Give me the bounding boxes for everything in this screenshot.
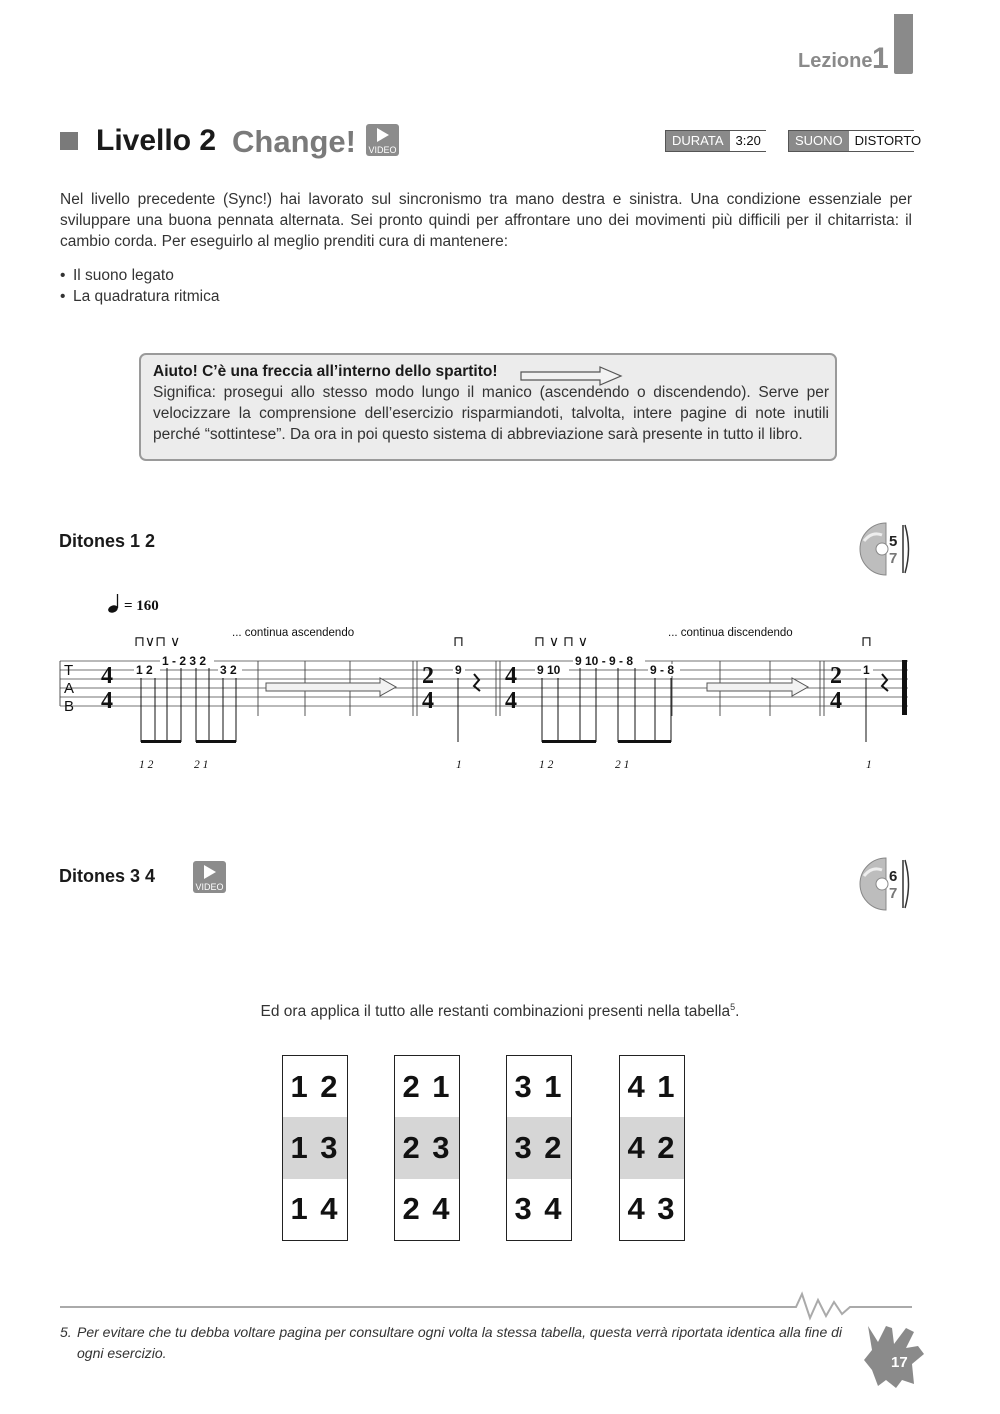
fingering: 2 1 xyxy=(194,759,209,771)
tab-notes: 1 2 xyxy=(136,663,153,677)
time-signature-denominator: 4 xyxy=(505,688,517,714)
tab-note: 9 xyxy=(455,663,462,677)
cd-track-icon xyxy=(856,521,912,577)
help-text: Significa: prosegui allo stesso modo lungo il manico (ascendendo o discendendo). Serve per velocizzare la comprensione dell’esercizio risparmiandoti, talvolta, intere pagine di note inutili perché “sottintese”. Da ora in poi questo sistema di abbreviazione sarà presente in tutto il libro. xyxy=(153,384,829,443)
fingering: 1 2 xyxy=(539,759,554,771)
combination-column xyxy=(506,1055,572,1241)
right-arrow-icon xyxy=(266,678,396,696)
list-item: • La quadratura ritmica xyxy=(60,288,220,305)
tab-notes: 3 2 xyxy=(220,663,237,677)
bullet-list xyxy=(60,265,219,307)
combination-cell: 3 4 xyxy=(514,1191,564,1227)
fingering: 1 xyxy=(456,759,462,771)
tab-notes: 9 10 - 9 - 8 xyxy=(575,654,634,668)
footnote-ref: 5 xyxy=(730,1002,736,1012)
continue-ascending-text: ... continua ascendendo xyxy=(232,627,355,639)
combination-cell: 3 2 xyxy=(507,1117,571,1178)
continue-descending-text: ... continua discendendo xyxy=(668,627,793,639)
title-bullet-square xyxy=(60,132,78,150)
tab-clef-t: T xyxy=(64,662,74,679)
video-play-icon[interactable] xyxy=(366,124,399,156)
combination-cell: 1 2 xyxy=(290,1068,340,1104)
track-number-top: 5 xyxy=(889,533,898,550)
track-number-top: 6 xyxy=(889,868,898,885)
intro-paragraph: Nel livello precedente (Sync!) hai lavorato sul sincronismo tra mano destra e sinistra. Una condizione essenziale per sviluppare una buona pennata alternata. Sei pronto quindi per affrontare uno dei movimenti più difficili per il chitarrista: il cambio corda. Per eseguirlo al meglio prenditi cura di mantenere: xyxy=(60,191,912,250)
sound-value: DISTORTO xyxy=(849,131,927,151)
section-title-ditones-12: Ditones 1 2 xyxy=(59,531,156,551)
video-play-icon[interactable] xyxy=(193,861,226,893)
downstroke-mark: ⊓ xyxy=(453,633,464,649)
combination-cell: 2 4 xyxy=(402,1191,452,1227)
duration-badge xyxy=(665,130,766,152)
combination-cell: 1 3 xyxy=(283,1117,347,1178)
pick-strokes: ⊓ ∨ ⊓ ∨ xyxy=(534,633,589,649)
time-signature-denominator: 4 xyxy=(830,688,842,714)
lesson-number: 1 xyxy=(872,42,889,75)
fingering: 1 2 xyxy=(139,759,154,771)
time-signature-denominator: 4 xyxy=(101,688,113,714)
combination-column xyxy=(394,1055,460,1241)
combination-cell: 4 3 xyxy=(627,1191,677,1227)
lesson-label: Lezione xyxy=(798,50,873,72)
level-title: Livello 2 xyxy=(96,124,217,157)
combination-cell: 4 1 xyxy=(627,1068,677,1104)
quarter-rest-icon xyxy=(474,674,480,691)
page-number: 17 xyxy=(891,1354,908,1371)
fingering: 2 1 xyxy=(615,759,630,771)
downstroke-mark: ⊓ xyxy=(861,633,872,649)
list-item: • Il suono legato xyxy=(60,267,174,284)
footer-divider xyxy=(60,1290,914,1322)
combination-column xyxy=(619,1055,685,1241)
time-signature-numerator: 4 xyxy=(505,663,517,689)
time-signature-numerator: 4 xyxy=(101,663,113,689)
video-label: VIDEO xyxy=(368,145,397,155)
fingering: 1 xyxy=(866,759,872,771)
help-box xyxy=(139,353,837,461)
time-signature-denominator: 4 xyxy=(422,688,434,714)
footnote-number: 5. xyxy=(60,1324,72,1340)
help-title: Aiuto! C’è una freccia all’interno dello spartito! xyxy=(153,363,498,380)
tab-notes: 9 - 8 xyxy=(650,663,675,677)
tablature xyxy=(0,590,1000,780)
tab-notes: 9 10 xyxy=(537,663,561,677)
footnote xyxy=(60,1322,860,1364)
combination-cell: 2 3 xyxy=(395,1117,459,1178)
right-arrow-icon xyxy=(520,366,624,386)
tab-clef-a: A xyxy=(64,680,75,697)
section-title-ditones-34: Ditones 3 4 xyxy=(59,866,156,886)
tab-notes: 1 - 2 3 2 xyxy=(162,654,207,668)
track-number-bottom: 7 xyxy=(889,550,898,567)
lesson-tab-marker xyxy=(894,14,913,74)
cd-track-icon xyxy=(856,856,912,912)
track-number-bottom: 7 xyxy=(889,885,898,902)
combination-column xyxy=(282,1055,348,1241)
duration-key: DURATA xyxy=(666,131,730,151)
right-arrow-icon xyxy=(707,678,808,696)
level-name: Change! xyxy=(232,124,356,159)
combination-cell: 3 1 xyxy=(514,1068,564,1104)
combination-cell: 1 4 xyxy=(290,1191,340,1227)
tab-clef-b: B xyxy=(64,698,75,715)
sound-badge xyxy=(788,130,922,152)
tab-note: 1 xyxy=(863,663,870,677)
time-signature-numerator: 2 xyxy=(830,663,842,689)
time-signature-numerator: 2 xyxy=(422,663,434,689)
sound-key: SUONO xyxy=(789,131,849,151)
video-label: VIDEO xyxy=(195,882,224,892)
combination-cell: 2 1 xyxy=(402,1068,452,1104)
quarter-rest-icon xyxy=(882,674,888,691)
pick-strokes: ⊓∨⊓ ∨ xyxy=(134,633,181,649)
footnote-text: ogni esercizio. xyxy=(77,1345,167,1361)
duration-value: 3:20 xyxy=(730,131,767,151)
footnote-text: Per evitare che tu debba voltare pagina per consultare ogni volta la stessa tabella, questa verrà riportata identica alla fine di xyxy=(77,1324,843,1340)
combination-cell: 4 2 xyxy=(620,1117,684,1178)
apply-instruction: Ed ora applica il tutto alle restanti combinazioni presenti nella tabella$^5$. xyxy=(260,1002,740,1021)
tempo-marking: = 160 xyxy=(124,598,159,614)
